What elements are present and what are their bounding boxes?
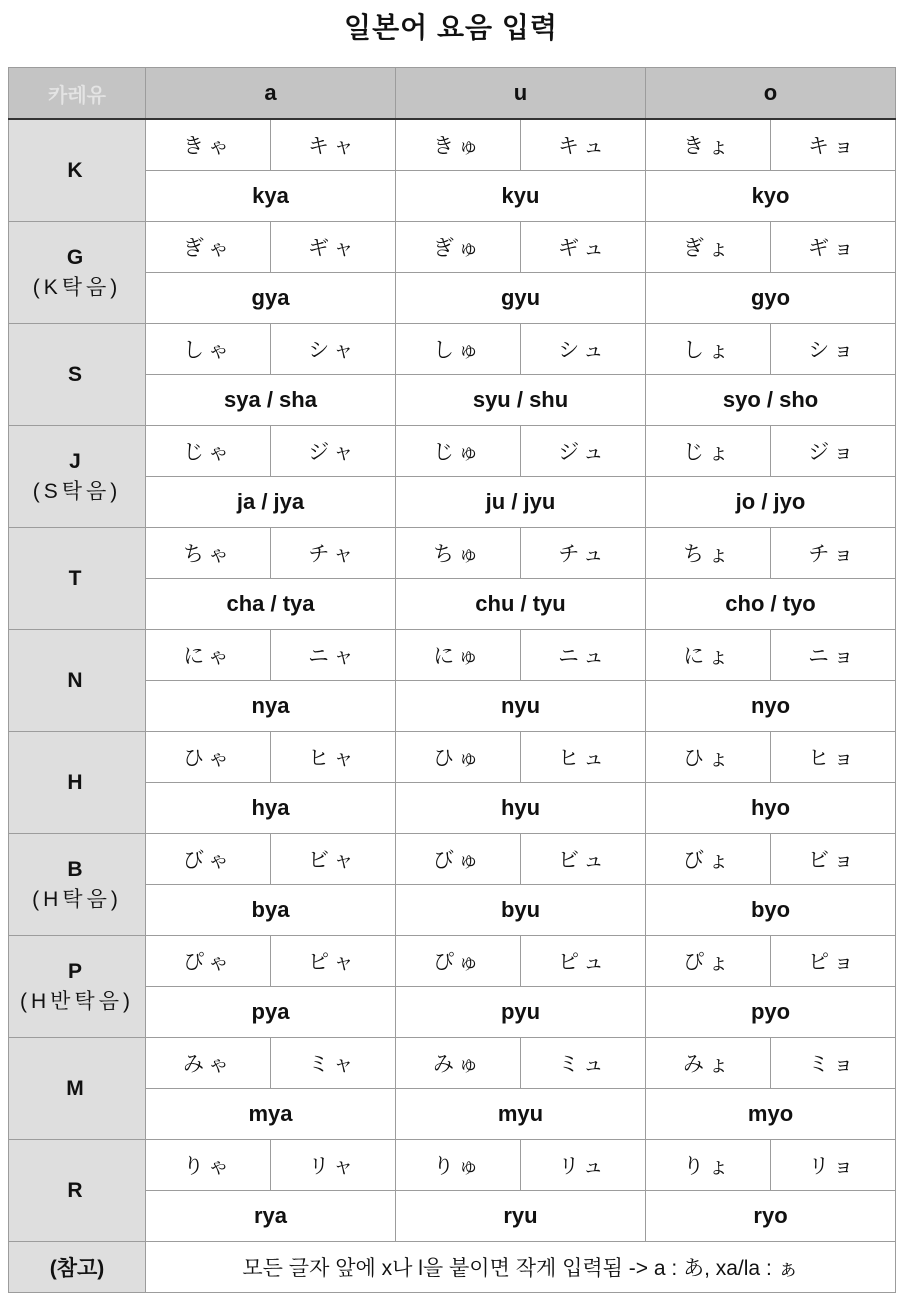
- romaji-cell: ju / jyu: [396, 477, 646, 528]
- romaji-cell: myu: [396, 1089, 646, 1140]
- katakana-cell: チャ: [271, 528, 396, 579]
- hiragana-cell: ぎょ: [646, 222, 771, 273]
- page-title: 일본어 요음 입력: [344, 12, 558, 43]
- hiragana-cell: ひゅ: [396, 732, 521, 783]
- header-row: [9, 68, 896, 120]
- hiragana-cell: きょ: [646, 119, 771, 171]
- katakana-cell: ミャ: [271, 1038, 396, 1089]
- romaji-cell: hya: [146, 783, 396, 834]
- row-label: B: [67, 857, 87, 881]
- row-header: [9, 426, 146, 528]
- hiragana-cell: ちょ: [646, 528, 771, 579]
- row-label: K: [67, 158, 87, 182]
- katakana-cell: ヒョ: [771, 732, 896, 783]
- katakana-cell: シャ: [271, 324, 396, 375]
- romaji-cell: nyo: [646, 681, 896, 732]
- hiragana-cell: りゅ: [396, 1140, 521, 1191]
- katakana-cell: ヒャ: [271, 732, 396, 783]
- kana-row: [9, 732, 896, 783]
- kana-row: [9, 426, 896, 477]
- romaji-cell: ja / jya: [146, 477, 396, 528]
- row-label: R: [67, 1178, 87, 1202]
- romaji-cell: kyo: [646, 171, 896, 222]
- katakana-cell: ジュ: [521, 426, 646, 477]
- row-header: [9, 936, 146, 1038]
- row-label: G: [66, 245, 88, 269]
- romaji-cell: myo: [646, 1089, 896, 1140]
- kana-row: [9, 222, 896, 273]
- romaji-cell: bya: [146, 885, 396, 936]
- hiragana-cell: ぴょ: [646, 936, 771, 987]
- note-label: (참고): [9, 1242, 146, 1293]
- katakana-cell: ショ: [771, 324, 896, 375]
- romaji-cell: syu / shu: [396, 375, 646, 426]
- kana-row: [9, 834, 896, 885]
- hiragana-cell: じゅ: [396, 426, 521, 477]
- katakana-cell: ニュ: [521, 630, 646, 681]
- hiragana-cell: ぴゃ: [146, 936, 271, 987]
- katakana-cell: ヒュ: [521, 732, 646, 783]
- row-label: S: [67, 362, 86, 386]
- romaji-cell: gya: [146, 273, 396, 324]
- romaji-cell: ryo: [646, 1191, 896, 1242]
- hiragana-cell: みゃ: [146, 1038, 271, 1089]
- hiragana-cell: みゅ: [396, 1038, 521, 1089]
- row-header: [9, 1140, 146, 1242]
- row-sublabel: (H반탁음): [19, 989, 134, 1013]
- romaji-cell: ryu: [396, 1191, 646, 1242]
- romaji-cell: pyu: [396, 987, 646, 1038]
- romaji-cell: rya: [146, 1191, 396, 1242]
- hiragana-cell: びゃ: [146, 834, 271, 885]
- katakana-cell: ミュ: [521, 1038, 646, 1089]
- romaji-cell: jo / jyo: [646, 477, 896, 528]
- hiragana-cell: じょ: [646, 426, 771, 477]
- kana-row: [9, 324, 896, 375]
- katakana-cell: ジョ: [771, 426, 896, 477]
- corner-header: 카레유: [9, 68, 146, 120]
- hiragana-cell: にゃ: [146, 630, 271, 681]
- romaji-cell: mya: [146, 1089, 396, 1140]
- romaji-cell: kyu: [396, 171, 646, 222]
- romaji-cell: syo / sho: [646, 375, 896, 426]
- row-label: P: [67, 959, 86, 983]
- yoon-table: [8, 67, 896, 1293]
- katakana-cell: リョ: [771, 1140, 896, 1191]
- hiragana-cell: しゅ: [396, 324, 521, 375]
- row-label: H: [67, 770, 87, 794]
- row-header: [9, 324, 146, 426]
- romaji-cell: hyu: [396, 783, 646, 834]
- katakana-cell: ミョ: [771, 1038, 896, 1089]
- katakana-cell: ピョ: [771, 936, 896, 987]
- romaji-cell: nya: [146, 681, 396, 732]
- hiragana-cell: じゃ: [146, 426, 271, 477]
- row-sublabel: (S탁음): [32, 479, 122, 503]
- katakana-cell: ビュ: [521, 834, 646, 885]
- hiragana-cell: ちゅ: [396, 528, 521, 579]
- row-header: [9, 528, 146, 630]
- hiragana-cell: りょ: [646, 1140, 771, 1191]
- katakana-cell: チョ: [771, 528, 896, 579]
- romaji-cell: cha / tya: [146, 579, 396, 630]
- row-header: [9, 630, 146, 732]
- hiragana-cell: きゅ: [396, 119, 521, 171]
- column-header-u: u: [396, 68, 646, 120]
- column-header-o: o: [646, 68, 896, 120]
- row-header: [9, 119, 146, 222]
- romaji-cell: hyo: [646, 783, 896, 834]
- kana-row: [9, 936, 896, 987]
- romaji-cell: byu: [396, 885, 646, 936]
- hiragana-cell: りゃ: [146, 1140, 271, 1191]
- row-header: [9, 834, 146, 936]
- kana-row: [9, 119, 896, 171]
- column-header-a: a: [146, 68, 396, 120]
- romaji-cell: gyo: [646, 273, 896, 324]
- row-label: J: [69, 449, 85, 473]
- katakana-cell: ニョ: [771, 630, 896, 681]
- row-label: M: [66, 1076, 88, 1100]
- note-row: [9, 1242, 896, 1293]
- hiragana-cell: しょ: [646, 324, 771, 375]
- kana-row: [9, 1140, 896, 1191]
- hiragana-cell: ひょ: [646, 732, 771, 783]
- katakana-cell: ジャ: [271, 426, 396, 477]
- row-header: [9, 222, 146, 324]
- hiragana-cell: にゅ: [396, 630, 521, 681]
- row-header: [9, 732, 146, 834]
- hiragana-cell: ちゃ: [146, 528, 271, 579]
- katakana-cell: シュ: [521, 324, 646, 375]
- romaji-cell: byo: [646, 885, 896, 936]
- katakana-cell: ビョ: [771, 834, 896, 885]
- katakana-cell: ギュ: [521, 222, 646, 273]
- romaji-cell: kya: [146, 171, 396, 222]
- hiragana-cell: ひゃ: [146, 732, 271, 783]
- hiragana-cell: きゃ: [146, 119, 271, 171]
- note-text: 모든 글자 앞에 x나 l을 붙이면 작게 입력됨 -> a : あ, xa/la : ぁ: [146, 1242, 896, 1293]
- romaji-cell: sya / sha: [146, 375, 396, 426]
- katakana-cell: チュ: [521, 528, 646, 579]
- row-sublabel: (K탁음): [32, 275, 122, 299]
- hiragana-cell: ぴゅ: [396, 936, 521, 987]
- hiragana-cell: しゃ: [146, 324, 271, 375]
- hiragana-cell: びゅ: [396, 834, 521, 885]
- katakana-cell: キャ: [271, 119, 396, 171]
- katakana-cell: ピャ: [271, 936, 396, 987]
- katakana-cell: キョ: [771, 119, 896, 171]
- kana-row: [9, 1038, 896, 1089]
- romaji-cell: cho / tyo: [646, 579, 896, 630]
- katakana-cell: ギャ: [271, 222, 396, 273]
- katakana-cell: キュ: [521, 119, 646, 171]
- romaji-cell: pya: [146, 987, 396, 1038]
- katakana-cell: ニャ: [271, 630, 396, 681]
- hiragana-cell: びょ: [646, 834, 771, 885]
- romaji-cell: pyo: [646, 987, 896, 1038]
- romaji-cell: gyu: [396, 273, 646, 324]
- row-sublabel: (H탁음): [32, 887, 122, 911]
- hiragana-cell: みょ: [646, 1038, 771, 1089]
- katakana-cell: リャ: [271, 1140, 396, 1191]
- katakana-cell: リュ: [521, 1140, 646, 1191]
- romaji-cell: chu / tyu: [396, 579, 646, 630]
- row-label: T: [68, 566, 86, 590]
- katakana-cell: ピュ: [521, 936, 646, 987]
- table-body: [9, 119, 896, 1242]
- romaji-cell: nyu: [396, 681, 646, 732]
- row-label: N: [67, 668, 87, 692]
- kana-row: [9, 528, 896, 579]
- kana-row: [9, 630, 896, 681]
- katakana-cell: ギョ: [771, 222, 896, 273]
- hiragana-cell: ぎゅ: [396, 222, 521, 273]
- katakana-cell: ビャ: [271, 834, 396, 885]
- row-header: [9, 1038, 146, 1140]
- hiragana-cell: ぎゃ: [146, 222, 271, 273]
- hiragana-cell: にょ: [646, 630, 771, 681]
